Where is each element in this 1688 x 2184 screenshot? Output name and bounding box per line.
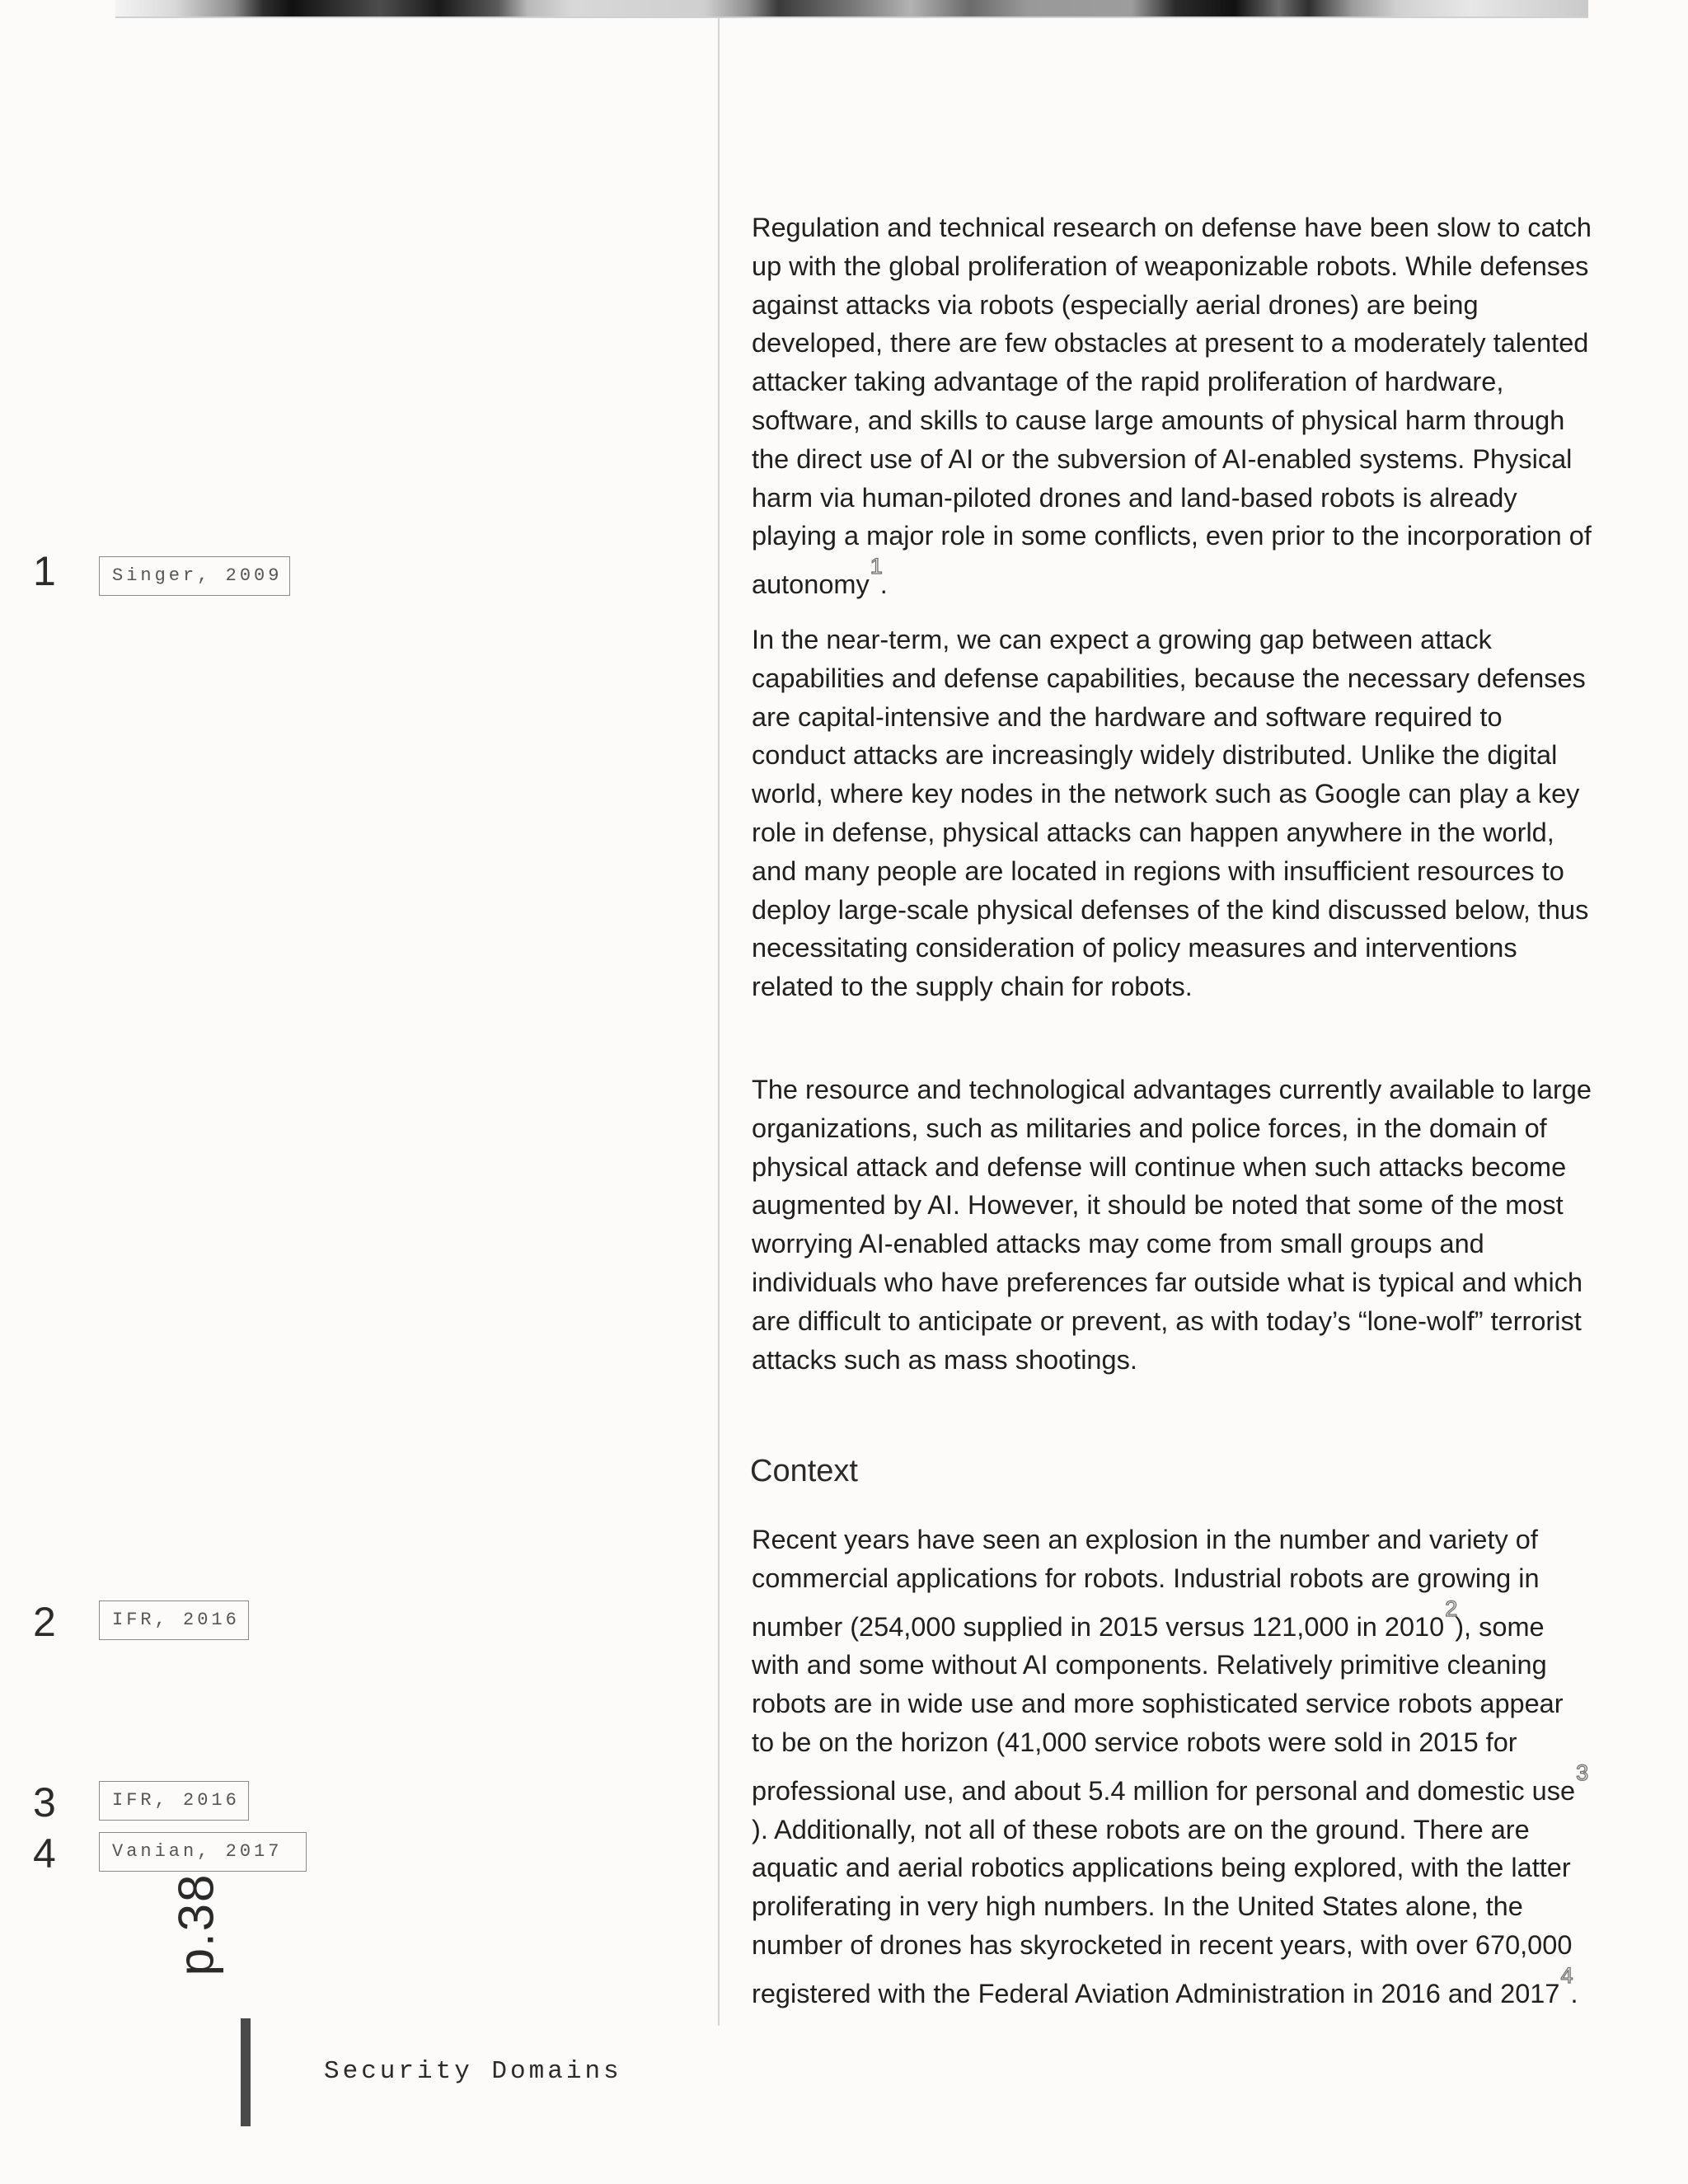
sidenote-number: 4 <box>33 1830 56 1877</box>
sidenote-citation: Singer, 2009 <box>99 556 290 596</box>
sidenote-number: 1 <box>33 548 56 594</box>
header-gradient-strip <box>115 0 1588 18</box>
page-number: p.38 <box>168 1872 224 1976</box>
sidenote-citation: IFR, 2016 <box>99 1781 249 1821</box>
section-label: Security Domains <box>324 2057 622 2086</box>
body-paragraph <box>752 1521 1592 2013</box>
footnote-marker: 4 <box>1560 1962 1573 1988</box>
paragraph-text: . <box>879 569 888 600</box>
paragraph-text: Regulation and technical research on defense have been slow to catch up with the global proliferation of weaponizable robots. While defenses against attacks via robots (especially aerial drones) are being developed, there are few obstacles at present to a moderately talented attacker taking advantage of the rapid proliferation of hardware, software, and skills to cause large amounts of physical harm through the direct use of AI or the subversion of AI-enabled systems. Physical harm via human-piloted drones and land-based robots is already playing a major role in some conflicts, even prior to the incorporation of autonomy <box>752 213 1592 600</box>
paragraph-text: Recent years have seen an explosion in the number and variety of commercial applications for robots. Industrial robots are growing in number (254,000 supplied in 2015 versus 121,000 in 2010 <box>752 1525 1540 1642</box>
body-paragraph <box>752 209 1592 604</box>
header-rule <box>115 16 1588 18</box>
section-heading: Context <box>750 1454 858 1488</box>
footnote-marker: 1 <box>870 554 883 579</box>
body-paragraph: The resource and technological advantages currently available to large organizations, such as militaries and police forces, in the domain of physical attack and defense will continue when such attacks become augmented by AI. However, it should be noted that some of the most worrying AI-enabled attacks may come from small groups and individuals who have preferences far outside what is typical and which are difficult to anticipate or prevent, as with today’s “lone-wolf” terrorist attacks such as mass shootings. <box>752 1075 1592 1375</box>
column-divider <box>718 18 720 2026</box>
paragraph-text: ), some with and some without AI components. Relatively primitive cleaning robots are in wide use and more sophisticated service robots appear to be on the horizon (41,000 service robots were sold in 2015 for professional use, and about 5.4 million for personal and domestic use <box>752 1611 1576 1806</box>
paragraph-text: . <box>1570 1978 1578 2008</box>
footnote-marker: 3 <box>1576 1760 1589 1785</box>
sidenote-citation: IFR, 2016 <box>99 1601 249 1640</box>
paragraph-text: ). Additionally, not all of these robots are on the ground. There are aquatic and aerial robotics applications being explored, with the latter proliferating in very high numbers. In the United States alone, the number of drones has skyrocketed in recent years, with over 670,000 registered with the Federal Aviation Administration in 2016 and 2017 <box>752 1814 1573 2008</box>
footnote-marker: 2 <box>1445 1596 1458 1621</box>
sidenote-number: 3 <box>33 1779 56 1825</box>
body-paragraph: In the near-term, we can expect a growing gap between attack capabilities and defense capabilities, because the necessary defenses are capital-intensive and the hardware and software required to conduct attacks are increasingly widely distributed. Unlike the digital world, where key nodes in the network such as Google can play a key role in defense, physical attacks can happen anywhere in the world, and many people are located in regions with insufficient resources to deploy large-scale physical defenses of the kind discussed below, thus necessitating consideration of policy measures and interventions related to the supply chain for robots. <box>752 625 1589 1002</box>
sidenote-citation: Vanian, 2017 <box>99 1832 307 1872</box>
sidenote-number: 2 <box>33 1599 56 1645</box>
footer-bar <box>241 2018 251 2126</box>
